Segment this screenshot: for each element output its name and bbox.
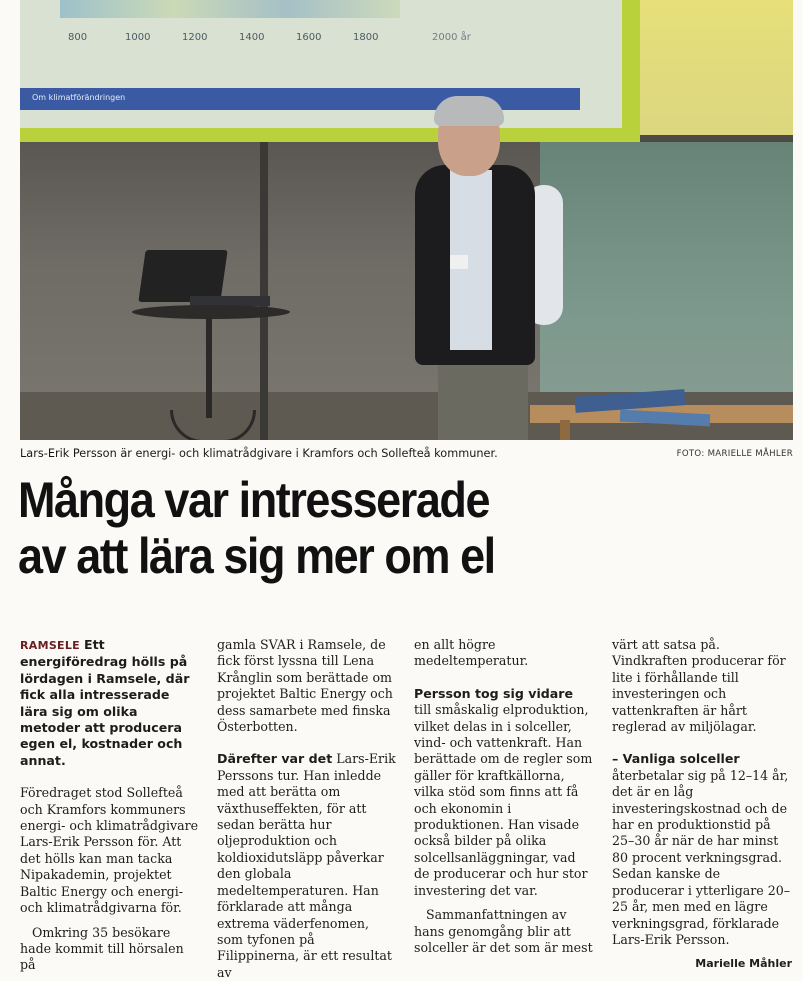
headline [18,472,720,584]
bar-table-base [170,410,256,440]
screen-tick: 1000 [125,32,151,43]
caption-text: Lars-Erik Persson är energi- och klimatrådgivare i Kramfors och Sollefteå kommuner. [20,447,498,460]
subheading: – Vanliga solceller [612,751,740,767]
paragraph: Sammanfattningen av hans genomgång blir att solceller är det som är mest [414,907,593,955]
paragraph-text: till småskalig elproduktion, vilket delas in i solceller, vind- och vattenkraft. Han berättade om de regler som gäller för kraftkällorna, vilka stöd som finns att få och ekonomin i produktionen. Han visade också bilder på olika solcellsanläggningar, vad de producerar och hur stor investering det var. [414,702,593,898]
paragraph: värt att satsa på. Vindkraften producerar för lite i förhållande till investeringen och vattenkraften är hårt reglerad av miljölagar. [612,637,786,735]
headline-line: Många var intresserade [18,472,490,528]
name-badge [450,255,468,269]
laptop [138,250,227,302]
paragraph: en allt högre medeltemperatur. [414,637,529,669]
photo-caption [20,446,793,464]
dateline: RAMSELE [20,639,80,652]
paragraph-text: Lars-Erik Perssons tur. Han inledde med att berätta om växthuseffekten, för att sedan berätta hur oljeproduktion och koldioxidutsläpp påverkar den globala medeltemperaturen. Han förklarade att många extrema väderfenomen, som tyfonen på Filippinerna, är ett resultat av [217,751,396,980]
screen-axis [68,32,608,43]
paragraph-text: återbetalar sig på 12–14 år, det är en låg investeringskostnad och de har en produktionstid på 25–30 år när de har minst 80 procent verkningsgrad. Sedan kanske de producerar i ytterligare 20–25 år, men med en lägre verkningsgrad, förklarade Lars-Erik Persson. [612,767,791,947]
paragraph [612,751,792,948]
screen-tick: 1400 [239,32,265,43]
side-desk-leg [560,420,570,440]
paragraph [217,751,397,981]
column-1 [20,637,200,974]
bar-table-top [132,305,290,319]
column-4 [612,637,792,973]
column-3 [414,637,594,956]
article-photo [20,0,793,440]
speaker-hair [434,96,504,126]
screen-tick: 800 [68,32,88,43]
article-body [20,637,793,979]
photo-wall-right [540,142,793,432]
subheading: Persson tog sig vidare [414,685,574,701]
headline-line: av att lära sig mer om el [18,528,495,584]
photo-pole [260,142,268,440]
bar-table-leg [206,318,212,418]
paragraph: Föredraget stod Sollefteå och Kramfors kommuners energi- och klimatrådgivare Lars-Erik Persson för. Att det hölls kan man tacka Nipakademin, projektet Baltic Energy och energi- och klimatrådgivarna för. [20,785,199,916]
screen-tick: 2000 år [432,32,471,43]
paragraph: Omkring 35 besökare hade kommit till hörsalen på [20,924,184,973]
projector-screen [20,0,640,142]
subheading: Därefter var det [217,751,333,767]
screen-map [60,0,400,18]
paragraph [414,686,594,899]
photo-credit: FOTO: MARIELLE MÅHLER [676,449,793,459]
lead-text: Ett energiföredrag hölls på lördagen i Ramsele, där fick alla intresserade lära sig om olika metoder att producera egen el, kostnader och annat. [20,637,190,768]
screen-tick: 1600 [296,32,322,43]
byline: Marielle Måhler [695,957,792,971]
screen-bar-label: Om klimatförändringen [32,93,126,102]
column-2 [217,637,397,981]
projector-screen-edge [640,0,793,135]
screen-tick: 1200 [182,32,208,43]
speaker-legs [438,360,528,440]
lead-paragraph [20,637,200,769]
screen-tick: 1800 [353,32,379,43]
paragraph: gamla SVAR i Ramsele, de fick först lyssna till Lena Krånglin som berättade om projektet Baltic Energy och dess samarbete med finska Österbotten. [217,637,393,735]
